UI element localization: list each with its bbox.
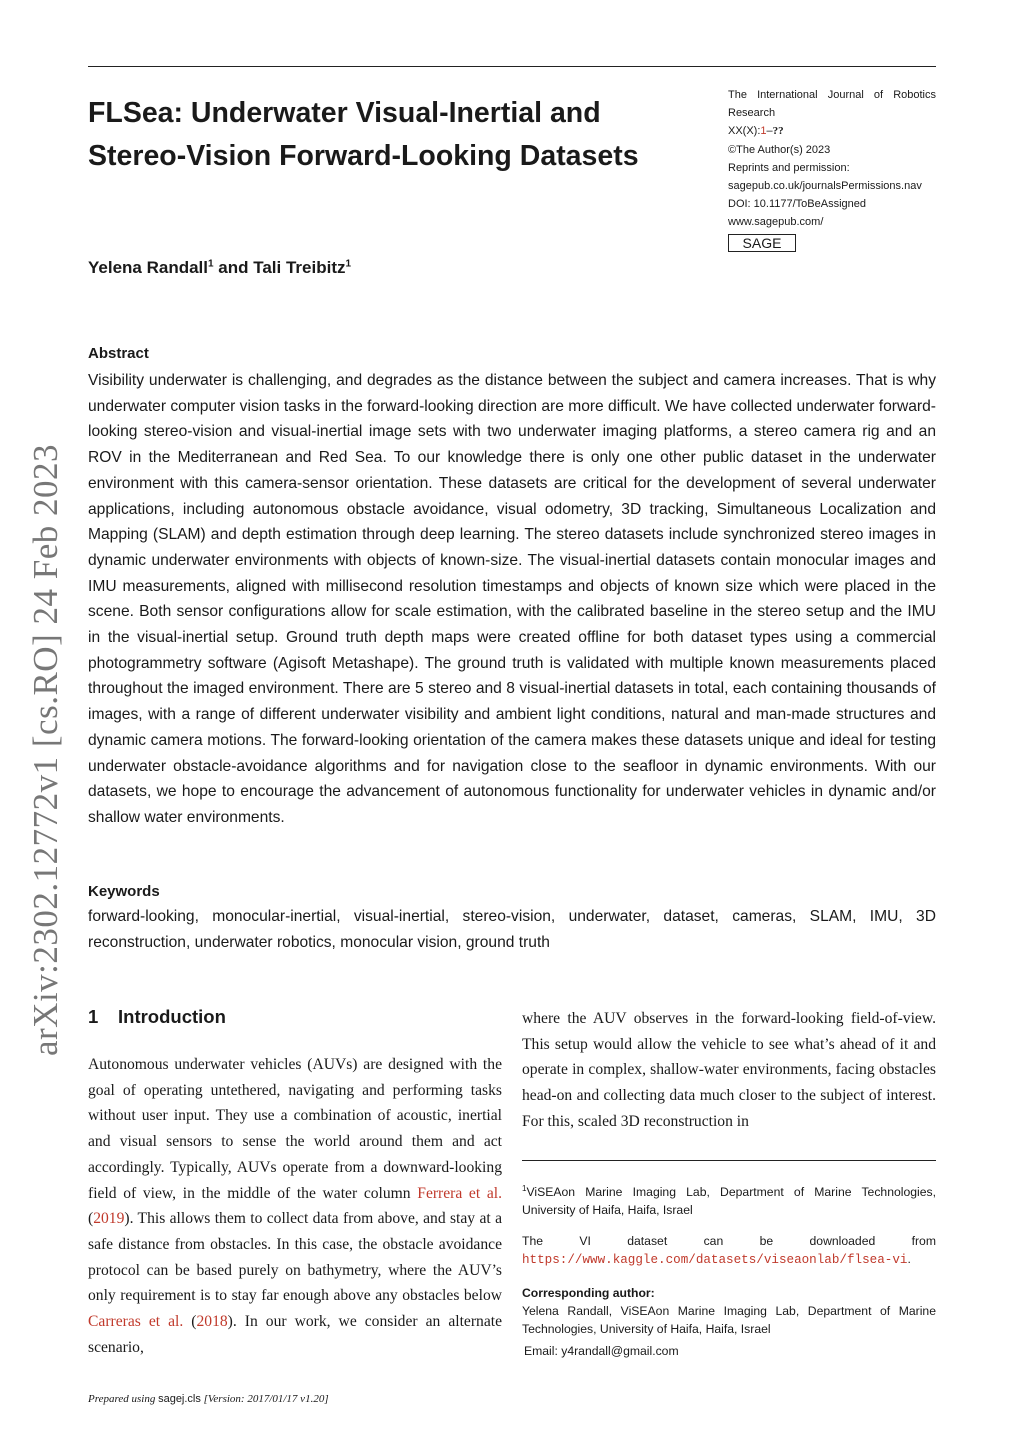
corresponding-email: Email: y4randall@gmail.com bbox=[524, 1344, 679, 1358]
abstract-text: Visibility underwater is challenging, and degrades as the distance between the subject and camera increases. That is why underwater computer vision tasks in the forward-looking direction are more difficult. We have collected underwater forward-looking stereo-vision and visual-inertial image sets with two underwater imaging platforms, a stereo camera rig and an ROV in the Mediterranean and Red Sea. To our knowledge there is only one other public dataset in the underwater environment with this camera-sensor orientation. These datasets are critical for the development of several underwater applications, including autonomous obstacle avoidance, visual odometry, 3D tracking, Simultaneous Localization and Mapping (SLAM) and depth estimation through deep learning. The stereo datasets include synchronized stereo images in dynamic underwater environments with objects of known-size. The visual-inertial datasets contain monocular images and IMU measurements, aligned with millisecond resolution timestamps and objects of known size which were placed in the scene. Both sensor configurations allow for scale estimation, with the calibrated baseline in the stereo setup and the IMU in the visual-inertial setup. Ground truth depth maps were created offline for both dataset types using a commercial photogrammetry software (Agisoft Metashape). The ground truth is validated with multiple known measurements placed throughout the imaged environment. There are 5 stereo and 8 visual-inertial datasets in total, each containing thousands of images, with a range of different underwater visibility and ambient light conditions, natural and man-made structures and dynamic camera motions. The forward-looking orientation of the camera makes these datasets unique and ideal for testing underwater obstacle-avoidance algorithms and for navigation close to the seafloor in dynamic environments. With our datasets, we hope to encourage the advancement of autonomous functionality for underwater vehicles in dynamic and/or shallow water environments. bbox=[88, 372, 936, 826]
keywords-heading: Keywords bbox=[88, 883, 160, 900]
intro-column-left: Autonomous underwater vehicles (AUVs) are designed with the goal of operating untethered, navigating and performing tasks without user input. They use a combination of acoustic, inertial and visual sensors to sense the world around them and act accordingly. Typically, AUVs operate from a downward-looking field of view, in the middle of the water column Ferrera et al. (2019). This allows them to collect data from above, and stay at a safe distance from obstacles. In this case, the obstacle avoidance protocol can be based purely on bathymetry, where the AUV’s only requirement is to stay far enough above any obstacles below Carreras et al. (2018). In our work, we consider an alternate scenario, bbox=[88, 1056, 503, 1356]
citation-year-link[interactable]: 2019 bbox=[93, 1210, 125, 1228]
paper-title bbox=[88, 92, 708, 178]
keywords-text: forward-looking, monocular-inertial, visual-inertial, stereo-vision, underwater, dataset, cameras, SLAM, IMU, 3D reconstruction, underwater robotics, monocular vision, ground truth bbox=[88, 908, 936, 951]
corresponding-author-text: Yelena Randall, ViSEAon Marine Imaging Lab, Department of Marine Technologies, University of Haifa, Haifa, Israel bbox=[522, 1304, 936, 1336]
arxiv-stamp: arXiv:2302.12772v1 [cs.RO] 24 Feb 2023 bbox=[26, 443, 65, 1057]
journal-doi: DOI: 10.1177/ToBeAssigned bbox=[728, 198, 866, 211]
journal-name-cont: Research bbox=[728, 107, 776, 120]
page-footer: Prepared using sagej.cls [Version: 2017/01/17 v1.20] bbox=[88, 1393, 329, 1405]
journal-info bbox=[728, 86, 936, 254]
author-name: Yelena Randall bbox=[88, 258, 208, 277]
author-affil-mark: 1 bbox=[345, 258, 352, 270]
journal-website: www.sagepub.com/ bbox=[728, 216, 824, 229]
footnote-rule bbox=[522, 1160, 936, 1161]
journal-reprints: Reprints and permission: bbox=[728, 161, 850, 174]
title-line-1: FLSea: Underwater Visual-Inertial and bbox=[88, 97, 601, 129]
citation-link[interactable]: Carreras et al. bbox=[88, 1313, 184, 1331]
journal-volume: XX(X):1–?? bbox=[728, 125, 784, 138]
abstract-heading: Abstract bbox=[88, 345, 149, 362]
affiliation-footnote: $^1$ViSEAon Marine Imaging Lab, Department of Marine Technologies, University of Haifa, Haifa, Israel bbox=[522, 1184, 936, 1218]
journal-copyright: ©The Author(s) 2023 bbox=[728, 143, 831, 156]
section-number: 1 bbox=[88, 1006, 99, 1027]
title-line-2: Stereo-Vision Forward-Looking Datasets bbox=[88, 140, 639, 172]
author-affil-mark: 1 bbox=[208, 258, 214, 270]
dataset-url-link[interactable]: https://www.kaggle.com/datasets/viseaonlab/flsea-vi bbox=[522, 1253, 908, 1267]
corresponding-author-heading: Corresponding author: bbox=[522, 1286, 655, 1300]
dataset-footnote: The VI dataset can be downloaded from https://www.kaggle.com/datasets/viseaonlab/flsea-vi. bbox=[522, 1234, 936, 1267]
journal-name: The International Journal of Robotics bbox=[728, 89, 936, 101]
sage-logo: SAGE bbox=[728, 234, 796, 252]
author-name: Tali Treibitz bbox=[253, 258, 346, 277]
header-rule bbox=[88, 66, 936, 67]
section-title: Introduction bbox=[118, 1006, 226, 1027]
citation-year-link[interactable]: 2018 bbox=[196, 1313, 228, 1331]
section-heading bbox=[88, 1006, 226, 1028]
author-list: Yelena Randall$^1$ and Tali Treibitz$^1$ bbox=[88, 258, 352, 277]
intro-column-right: where the AUV observes in the forward-looking field-of-view. This setup would allow the vehicle to see what’s ahead of it and operate in complex, shallow-water environments, facing obstacles head-on and collecting data much closer to the subject of interest. For this, scaled 3D reconstruction in bbox=[522, 1010, 936, 1130]
page-link[interactable]: 1 bbox=[760, 125, 767, 138]
citation-link[interactable]: Ferrera et al. bbox=[417, 1184, 502, 1202]
journal-reprints-url: sagepub.co.uk/journalsPermissions.nav bbox=[728, 180, 922, 193]
